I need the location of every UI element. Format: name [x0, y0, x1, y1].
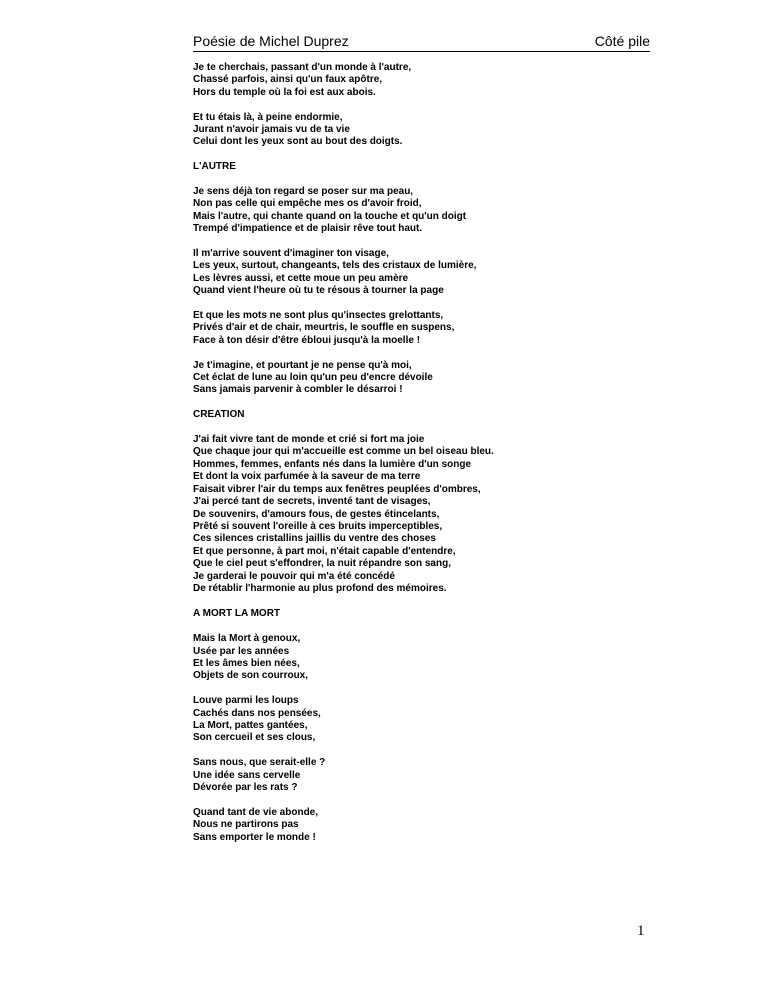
poem-line: Son cercueil et ses clous,: [193, 732, 316, 744]
poem-line: Dévorée par les rats ?: [193, 781, 298, 793]
poem-line: La Mort, pattes gantées,: [193, 719, 308, 731]
stanza: [193, 62, 653, 99]
poem-line: Que le ciel peut s'effondrer, la nuit répandre son sang,: [193, 558, 451, 570]
stanza: [193, 310, 653, 347]
poem-line: Non pas celle qui empêche mes os d'avoir froid,: [193, 198, 422, 210]
page-header: [193, 33, 650, 52]
page-number: 1: [637, 923, 645, 939]
poem-line: Faisait vibrer l'air du temps aux fenêtres peuplées d'ombres,: [193, 483, 481, 495]
poem-line: Objets de son courroux,: [193, 670, 309, 682]
poem-line: Prêté si souvent l'oreille à ces bruits imperceptibles,: [193, 520, 443, 532]
poem-line: J'ai fait vivre tant de monde et crié si fort ma joie: [193, 434, 425, 446]
poem-title-creation: CREATION: [193, 409, 245, 421]
poem-line: Je sens déjà ton regard se poser sur ma peau,: [193, 186, 414, 198]
stanza: [193, 112, 653, 149]
poem-line: Les yeux, surtout, changeants, tels des cristaux de lumière,: [193, 260, 477, 272]
poem-line: Trempé d'impatience et de plaisir rêve tout haut.: [193, 223, 423, 235]
poem-creation: [193, 434, 653, 595]
poem-mort: [193, 633, 653, 844]
stanza: [193, 757, 653, 794]
poem-line: Privés d'air et de chair, meurtris, le souffle en suspens,: [193, 322, 455, 334]
intro-poem: [193, 62, 653, 149]
poem-line: Et que personne, à part moi, n'était capable d'entendre,: [193, 545, 456, 557]
poem-autre: [193, 186, 653, 397]
header-section-title: Côté pile: [594, 33, 650, 49]
poem-line: Sans jamais parvenir à combler le désarroi !: [193, 384, 403, 396]
poem-line: Je te cherchais, passant d'un monde à l'autre,: [193, 62, 412, 73]
poem-line: Jurant n'avoir jamais vu de ta vie: [193, 124, 350, 136]
poem-line: Quand tant de vie abonde,: [193, 806, 319, 818]
poem-line: De souvenirs, d'amours fous, de gestes étincelants,: [193, 508, 440, 520]
poem-line: Hors du temple où la foi est aux abois.: [193, 86, 376, 98]
poem-line: Ces silences cristallins jaillis du ventre des choses: [193, 533, 436, 545]
poem-line: Les lèvres aussi, et cette moue un peu amère: [193, 272, 409, 284]
stanza: [193, 360, 653, 397]
stanza: [193, 633, 653, 683]
poem-line: Et dont la voix parfumée à la saveur de ma terre: [193, 471, 421, 483]
stanza: [193, 248, 653, 298]
poem-line: Cet éclat de lune au loin qu'un peu d'encre dévoile: [193, 372, 433, 384]
poem-line: Cachés dans nos pensées,: [193, 707, 321, 719]
stanza: [193, 434, 653, 595]
poem-line: Je garderai le pouvoir qui m'a été concédé: [193, 570, 395, 582]
poem-title-autre: L'AUTRE: [193, 161, 236, 173]
poem-title-mort: A MORT LA MORT: [193, 608, 281, 620]
poem-line: Face à ton désir d'être ébloui jusqu'à la moelle !: [193, 334, 421, 346]
poem-line: Je t'imagine, et pourtant je ne pense qu'à moi,: [193, 359, 412, 371]
poem-line: Hommes, femmes, enfants nés dans la lumière d'un songe: [193, 458, 472, 470]
poem-line: Usée par les années: [193, 645, 290, 657]
poem-line: Mais l'autre, qui chante quand on la touche et qu'un doigt: [193, 210, 467, 222]
poem-line: Une idée sans cervelle: [193, 769, 301, 781]
poem-line: Nous ne partirons pas: [193, 819, 299, 831]
stanza: [193, 186, 653, 236]
poem-line: Sans emporter le monde !: [193, 831, 316, 843]
poem-body: [193, 62, 653, 856]
poem-line: De rétablir l'harmonie au plus profond des mémoires.: [193, 582, 447, 594]
poem-line: Quand vient l'heure où tu te résous à tourner la page: [193, 285, 444, 297]
poem-line: Et les âmes bien nées,: [193, 657, 300, 669]
stanza: [193, 695, 653, 745]
poem-line: Et tu étais là, à peine endormie,: [193, 111, 343, 123]
poem-line: Celui dont les yeux sont au bout des doigts.: [193, 136, 403, 148]
poem-line: Chassé parfois, ainsi qu'un faux apôtre,: [193, 74, 383, 86]
poem-line: Et que les mots ne sont plus qu'insectes grelottants,: [193, 310, 444, 322]
header-author-title: Poésie de Michel Duprez: [193, 33, 349, 49]
poem-line: J'ai percé tant de secrets, inventé tant de visages,: [193, 496, 431, 508]
poem-line: Louve parmi les loups: [193, 695, 299, 707]
poem-line: Il m'arrive souvent d'imaginer ton visage,: [193, 248, 389, 260]
stanza: [193, 807, 653, 844]
poem-line: Que chaque jour qui m'accueille est comme un bel oiseau bleu.: [193, 446, 494, 458]
poem-line: Sans nous, que serait-elle ?: [193, 757, 326, 769]
poem-line: Mais la Mort à genoux,: [193, 633, 301, 645]
